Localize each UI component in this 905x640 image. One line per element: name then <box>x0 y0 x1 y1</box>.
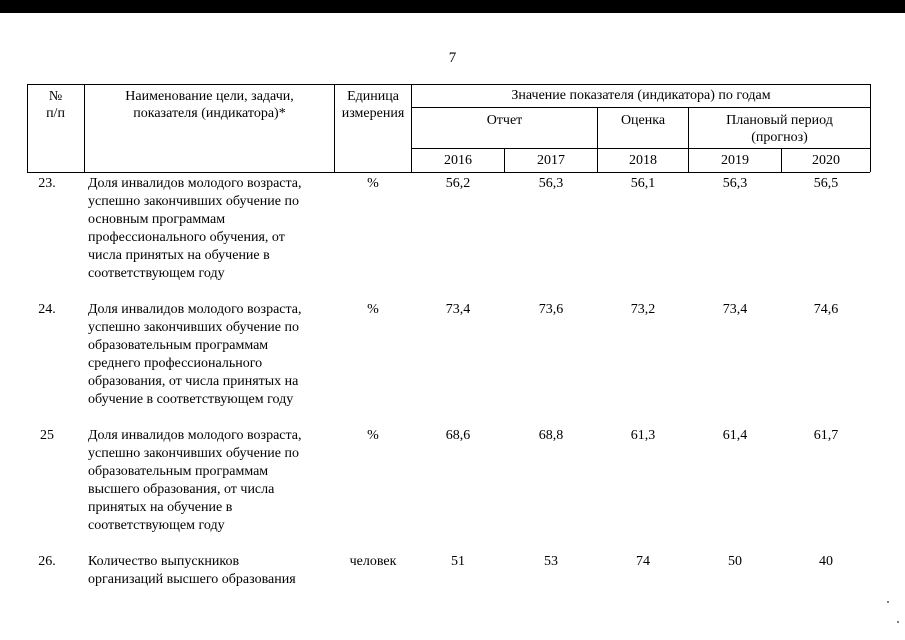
indicator-name <box>88 553 333 589</box>
indicator-name-line: высшего образования, от числа <box>88 482 275 497</box>
indicator-name-line: профессионального обучения, от <box>88 230 285 245</box>
indicator-name <box>88 301 333 409</box>
unit-cell: % <box>367 176 379 191</box>
header-name: Наименование цели, задачи, показателя (индикатора)* <box>125 89 294 121</box>
row-number: 23. <box>38 176 56 191</box>
scan-speck <box>897 621 899 623</box>
header-year-2020: 2020 <box>812 153 840 168</box>
indicator-name-line: образовательным программам <box>88 464 269 479</box>
header-year-2019: 2019 <box>721 153 749 168</box>
header-num: № п/п <box>46 89 65 121</box>
indicator-name-line: обучение в соответствующем году <box>88 392 294 407</box>
unit-cell: человек <box>349 554 397 569</box>
value-2019: 50 <box>728 554 742 569</box>
indicator-name-line: успешно закончивших обучение по <box>88 194 299 209</box>
header-plan: Плановый период (прогноз) <box>726 113 833 145</box>
value-2020: 61,7 <box>813 428 839 443</box>
value-2017: 68,8 <box>538 428 564 443</box>
value-2017: 53 <box>544 554 558 569</box>
value-2016: 73,4 <box>445 302 471 317</box>
value-2017: 73,6 <box>538 302 564 317</box>
value-2018: 73,2 <box>630 302 656 317</box>
value-2019: 61,4 <box>722 428 748 443</box>
indicator-name-line: основным программам <box>88 212 226 227</box>
indicator-name-line: принятых на обучение в <box>88 500 233 515</box>
indicator-name-line: успешно закончивших обучение по <box>88 320 299 335</box>
indicator-name-line: Количество выпускников <box>88 554 240 569</box>
value-2018: 61,3 <box>630 428 656 443</box>
row-number: 24. <box>38 302 56 317</box>
unit-cell: % <box>367 428 379 443</box>
header-year-2017: 2017 <box>537 153 565 168</box>
header-year-2016: 2016 <box>444 153 472 168</box>
indicator-name-line: образования, от числа принятых на <box>88 374 299 389</box>
value-2016: 56,2 <box>445 176 471 191</box>
row-number: 26. <box>38 554 56 569</box>
header-unit: Единица измерения <box>341 89 405 121</box>
unit-cell: % <box>367 302 379 317</box>
value-2020: 56,5 <box>813 176 839 191</box>
header-bottom-border <box>27 172 870 173</box>
indicator-name-line: успешно закончивших обучение по <box>88 446 299 461</box>
value-2019: 73,4 <box>722 302 748 317</box>
header-values-group: Значение показателя (индикатора) по годам <box>511 88 771 103</box>
scan-speck <box>887 601 889 603</box>
value-2018: 56,1 <box>630 176 656 191</box>
indicator-name-line: соответствующем году <box>88 266 225 281</box>
value-2016: 68,6 <box>445 428 471 443</box>
indicator-name-line: среднего профессионального <box>88 356 263 371</box>
header-divider-1 <box>411 107 870 108</box>
value-2020: 74,6 <box>813 302 839 317</box>
scan-top-border <box>0 0 905 13</box>
header-divider-2 <box>411 148 870 149</box>
value-2019: 56,3 <box>722 176 748 191</box>
page-number: 7 <box>448 50 457 66</box>
value-2018: 74 <box>636 554 650 569</box>
indicator-name-line: организаций высшего образования <box>88 572 296 587</box>
indicator-name-line: Доля инвалидов молодого возраста, <box>88 302 302 317</box>
row-number: 25 <box>40 428 54 443</box>
table-top-border <box>27 84 870 85</box>
indicator-name <box>88 175 333 283</box>
indicator-name-line: соответствующем году <box>88 518 225 533</box>
indicator-name-line: образовательным программам <box>88 338 269 353</box>
indicator-name-line: Доля инвалидов молодого возраста, <box>88 428 302 443</box>
value-2020: 40 <box>819 554 833 569</box>
header-estimate: Оценка <box>620 113 666 128</box>
value-2017: 56,3 <box>538 176 564 191</box>
header-year-2018: 2018 <box>629 153 657 168</box>
indicator-name <box>88 427 333 535</box>
col-border-right <box>870 84 871 172</box>
value-2016: 51 <box>451 554 465 569</box>
indicator-name-line: Доля инвалидов молодого возраста, <box>88 176 302 191</box>
indicator-name-line: числа принятых на обучение в <box>88 248 270 263</box>
header-report: Отчет <box>486 113 523 128</box>
